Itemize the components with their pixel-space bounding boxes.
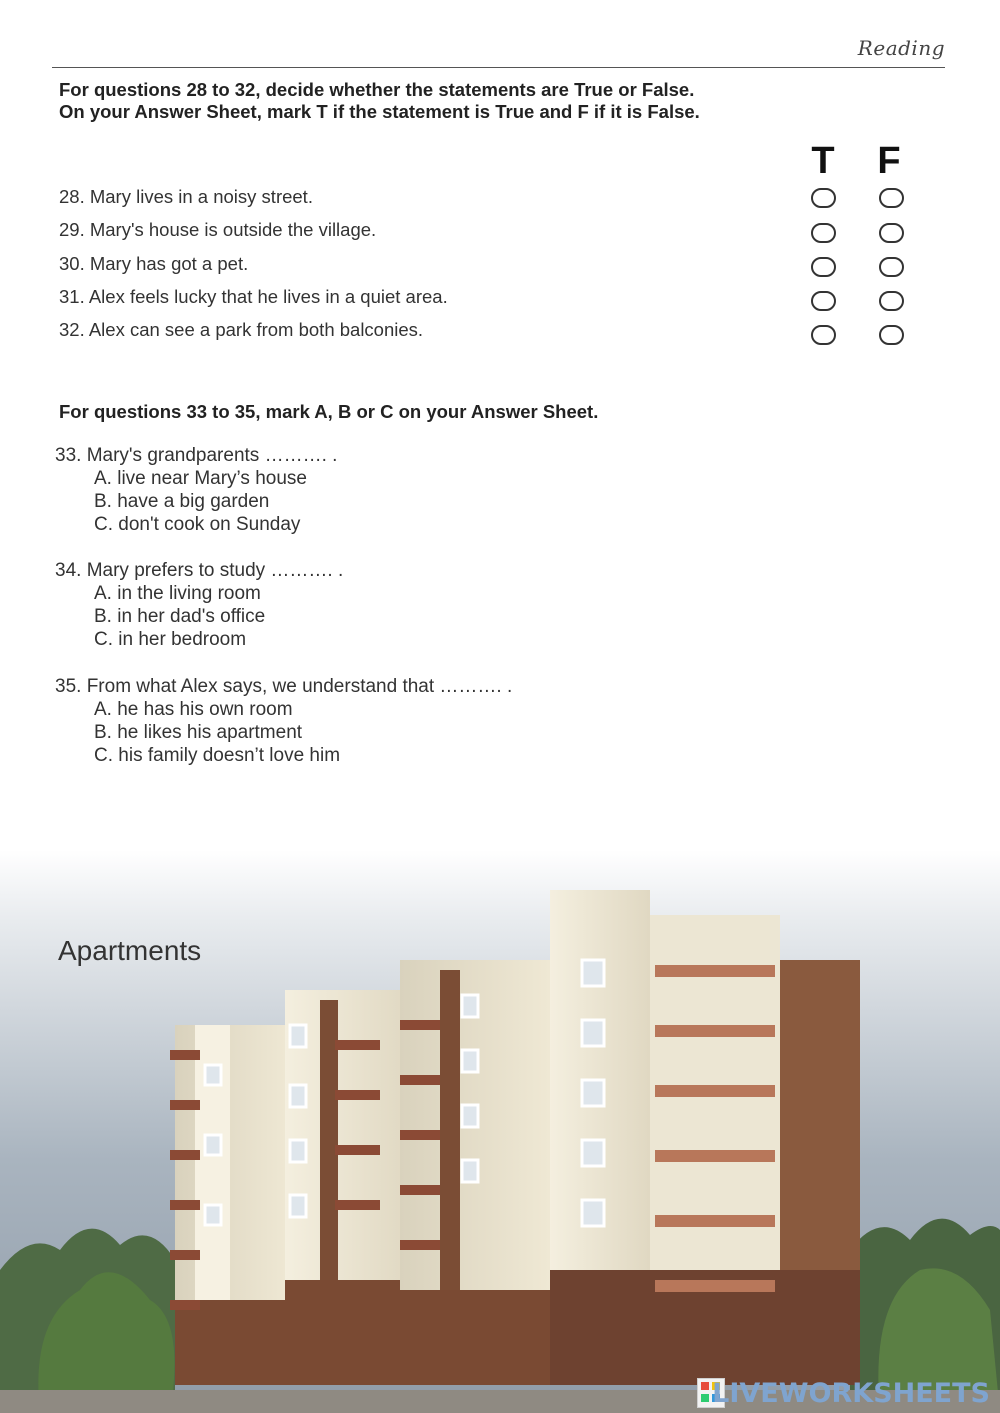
tf-statement-29: 29. Mary's house is outside the village. [59,219,377,240]
mc-instructions: For questions 33 to 35, mark A, B or C on your Answer Sheet. [59,401,599,422]
mc-option-35-c: C. his family doesn’t love him [94,745,341,766]
answer-29-true[interactable] [811,223,836,243]
mc-option-34-c: C. in her bedroom [94,629,247,650]
tf-instructions-line-1: For questions 28 to 32, decide whether the statements are True or False. [59,79,695,100]
tf-statement-28: 28. Mary lives in a noisy street. [59,186,313,207]
answer-31-true[interactable] [811,291,836,311]
tf-statement-32: 32. Alex can see a park from both balconies. [59,319,424,340]
answer-30-false[interactable] [879,257,904,277]
mc-question-34: 34. Mary prefers to study ………. . [55,560,344,581]
answer-28-false[interactable] [879,188,904,208]
mc-option-33-c: C. don't cook on Sunday [94,514,301,535]
mc-option-35-b: B. he likes his apartment [94,722,303,743]
answer-31-false[interactable] [879,291,904,311]
mc-option-34-a: A. in the living room [94,583,261,604]
tf-instructions-line-2: On your Answer Sheet, mark T if the statement is True and F if it is False. [59,101,700,122]
section-label: Reading [857,36,945,60]
watermark-text: LIVEWORKSHEETS [712,1378,990,1409]
mc-option-34-b: B. in her dad's office [94,606,266,627]
column-true-heading: T [811,140,835,182]
mc-option-35-a: A. he has his own room [94,699,293,720]
answer-32-true[interactable] [811,325,836,345]
header-divider [52,67,945,68]
answer-32-false[interactable] [879,325,904,345]
mc-option-33-b: B. have a big garden [94,491,270,512]
mc-question-33: 33. Mary's grandparents ………. . [55,445,338,466]
mc-option-33-a: A. live near Mary’s house [94,468,307,489]
mc-question-35: 35. From what Alex says, we understand that ………. . [55,676,513,697]
tf-statement-31: 31. Alex feels lucky that he lives in a quiet area. [59,286,448,307]
answer-29-false[interactable] [879,223,904,243]
column-false-heading: F [877,140,901,182]
photo-caption: Apartments [58,935,202,966]
answer-30-true[interactable] [811,257,836,277]
answer-28-true[interactable] [811,188,836,208]
tf-statement-30: 30. Mary has got a pet. [59,253,249,274]
